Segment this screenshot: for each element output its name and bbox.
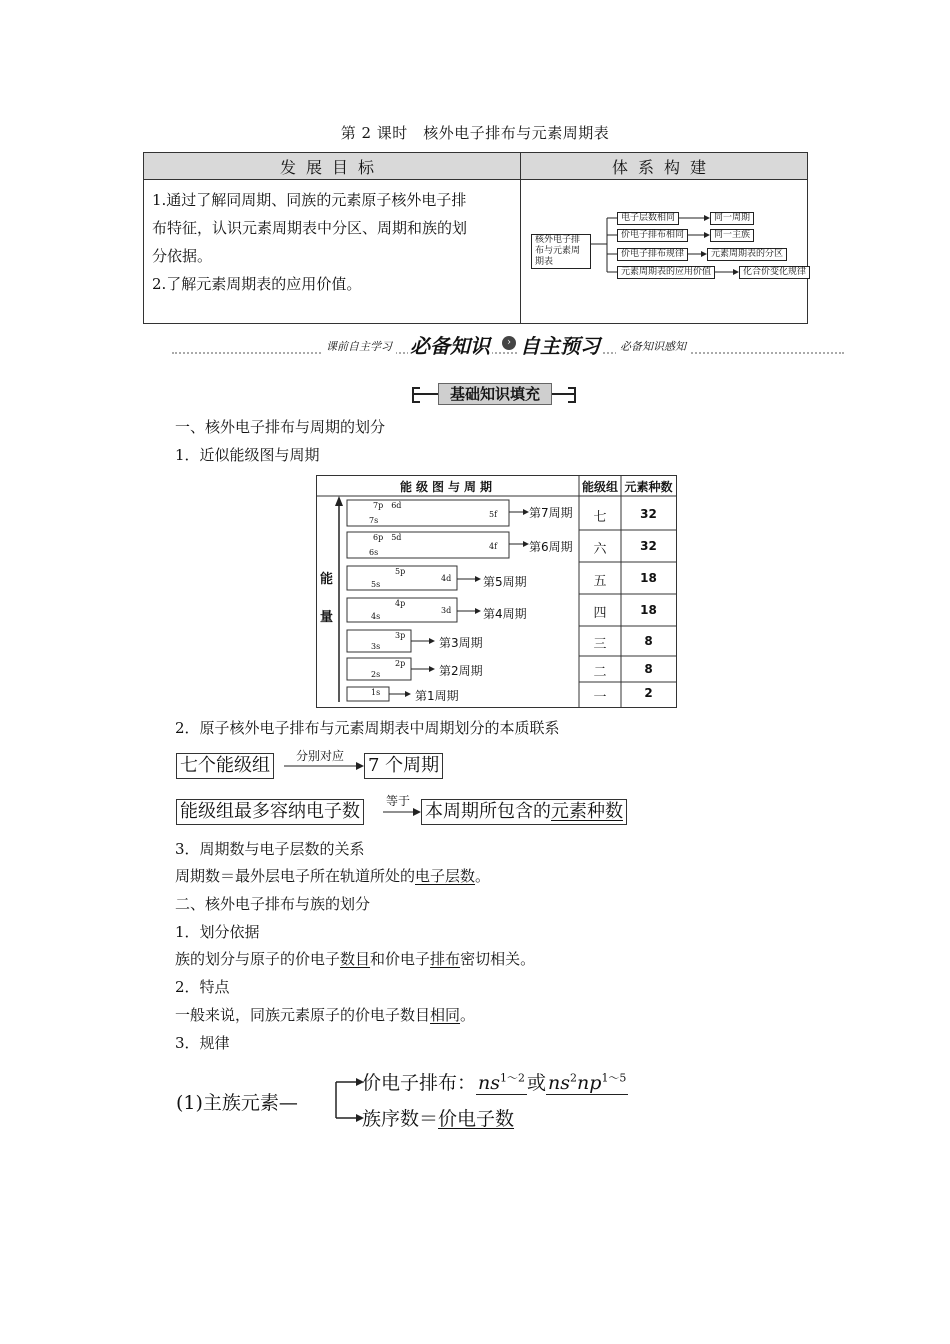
energy-period: 第4周期 bbox=[483, 607, 527, 621]
relation2-arrow-icon bbox=[383, 806, 421, 818]
rule-config-b2-sup: 1～5 bbox=[601, 1071, 627, 1085]
energy-axis-label-bottom: 量 bbox=[320, 610, 334, 625]
energy-levels-top: 2p bbox=[395, 659, 406, 668]
part1-sub3-text bbox=[175, 865, 490, 886]
rule-config-b1-base: ns bbox=[548, 1072, 571, 1094]
concept-branch-right: 同一周期 bbox=[710, 212, 754, 225]
energy-group: 三 bbox=[593, 637, 607, 652]
relation2-right-prefix: 本周期所包含的 bbox=[425, 801, 551, 822]
relation2-left-box: 能级组最多容纳电子数 bbox=[176, 799, 364, 825]
basis-prefix: 族的划分与原子的价电子 bbox=[175, 950, 341, 968]
part1-sub1: 1．近似能级图与周期 bbox=[175, 446, 320, 464]
part1-sub3: 3．周期数与电子层数的关系 bbox=[175, 840, 365, 858]
energy-levels-mid: 5f bbox=[489, 510, 498, 519]
part1-heading: 一、核外电子排布与周期的划分 bbox=[175, 418, 386, 436]
section-tag-label: 基础知识填充 bbox=[438, 383, 552, 405]
energy-group: 六 bbox=[593, 542, 607, 557]
energy-levels-bottom: 4s bbox=[371, 612, 381, 621]
energy-levels-mid: 3d bbox=[441, 606, 452, 615]
energy-levels-bottom: 1s bbox=[371, 688, 381, 697]
feature-suffix: 。 bbox=[460, 1006, 476, 1024]
energy-levels-bottom: 2s bbox=[371, 670, 381, 679]
energy-period: 第3周期 bbox=[439, 636, 483, 650]
energy-table-header: 能级图与周期 bbox=[399, 480, 496, 494]
rule-config-a-base: ns bbox=[478, 1072, 501, 1094]
rule-line2-answer: 价电子数 bbox=[438, 1108, 515, 1130]
energy-levels-mid: 4d bbox=[441, 574, 452, 583]
goal-header-right: 体系构建 bbox=[521, 153, 808, 180]
energy-levels-bottom: 6s bbox=[369, 548, 379, 557]
goal-line: 1.通过了解同周期、同族的元素原子核外电子排 bbox=[152, 191, 467, 209]
sub3-suffix: 。 bbox=[475, 867, 491, 885]
relation1-arrow-icon bbox=[284, 760, 364, 772]
energy-levels-top: 3p bbox=[395, 631, 406, 640]
sub3-prefix: 周期数＝最外层电子所在轨道所处的 bbox=[175, 867, 416, 885]
basis-answer-b: 排布 bbox=[430, 950, 461, 968]
part1-sub2: 2．原子核外电子排布与元素周期表中周期划分的本质联系 bbox=[175, 719, 560, 737]
rule-line2 bbox=[362, 1104, 514, 1131]
concept-branch-right: 化合价变化规律 bbox=[739, 266, 810, 279]
feature-prefix: 一般来说，同族元素原子的价电子数目 bbox=[175, 1006, 431, 1024]
rule-label: (1)主族元素— bbox=[176, 1092, 298, 1114]
goal-line: 布特征，认识元素周期表中分区、周期和族的划 bbox=[152, 219, 468, 237]
concept-root: 核外电子排布与元素周期表 bbox=[531, 234, 591, 269]
rule-or: 或 bbox=[527, 1072, 547, 1094]
concept-branch-left: 元素周期表的应用价值 bbox=[617, 266, 715, 279]
section-tag bbox=[412, 383, 576, 405]
energy-group: 四 bbox=[593, 606, 607, 621]
energy-levels-top: 5p bbox=[395, 567, 406, 576]
rule-config-a-sup: 1～2 bbox=[500, 1071, 526, 1085]
goal-header-left: 发展目标 bbox=[144, 153, 521, 180]
energy-group: 五 bbox=[593, 574, 607, 589]
sub3-answer: 电子层数 bbox=[415, 867, 476, 885]
rule-line1-prefix: 价电子排布： bbox=[362, 1072, 477, 1094]
energy-levels-mid: 4f bbox=[489, 542, 498, 551]
part2-heading: 二、核外电子排布与族的划分 bbox=[175, 895, 371, 913]
relation1-left-box: 七个能级组 bbox=[176, 753, 274, 779]
concept-branch-left: 价电子排布相同 bbox=[617, 229, 688, 242]
rule-line2-prefix: 族序数＝ bbox=[362, 1108, 439, 1130]
concept-branch-left: 电子层数相同 bbox=[617, 212, 679, 225]
concept-map-cell bbox=[521, 180, 808, 324]
rule-branch-icon bbox=[330, 1076, 364, 1124]
banner-divider bbox=[172, 352, 844, 354]
energy-period: 第7周期 bbox=[529, 506, 573, 520]
part2-basis bbox=[175, 948, 535, 969]
relation1-right-box: 7 个周期 bbox=[364, 753, 443, 779]
energy-count: 2 bbox=[644, 686, 653, 700]
energy-count: 32 bbox=[640, 539, 657, 553]
concept-branch-right: 同一主族 bbox=[710, 229, 754, 242]
energy-count: 32 bbox=[640, 507, 657, 521]
section-tag-bracket-right bbox=[568, 387, 576, 403]
goal-line: 分依据。 bbox=[152, 247, 213, 265]
energy-count: 18 bbox=[640, 571, 657, 585]
energy-count: 18 bbox=[640, 603, 657, 617]
relation2-right-box bbox=[421, 799, 627, 825]
energy-period: 第6周期 bbox=[529, 540, 573, 554]
energy-period: 第5周期 bbox=[483, 575, 527, 589]
energy-group: 一 bbox=[593, 690, 607, 705]
banner-main-a: 必备知识 bbox=[408, 330, 492, 359]
energy-levels-bottom: 7s bbox=[369, 516, 379, 525]
rule-config-b2-base: np bbox=[577, 1072, 602, 1094]
energy-levels-bottom: 5s bbox=[371, 580, 381, 589]
energy-table-col-group: 能级组 bbox=[581, 480, 618, 494]
energy-period: 第2周期 bbox=[439, 664, 483, 678]
energy-count: 8 bbox=[644, 662, 653, 676]
part2-sub1: 1．划分依据 bbox=[175, 923, 260, 941]
concept-branch-left: 价电子排布规律 bbox=[617, 248, 688, 261]
energy-group: 二 bbox=[593, 665, 607, 680]
goal-table bbox=[143, 152, 808, 324]
relation2-arrow-label: 等于 bbox=[386, 794, 411, 808]
banner-main-b: 自主预习 bbox=[518, 330, 602, 359]
energy-levels-top: 4p bbox=[395, 599, 406, 608]
energy-levels-bottom: 3s bbox=[371, 642, 381, 651]
energy-period: 第1周期 bbox=[415, 689, 459, 703]
banner-left-text: 课前自主学习 bbox=[322, 338, 396, 354]
concept-map bbox=[521, 180, 813, 324]
banner-right-text: 必备知识感知 bbox=[616, 338, 690, 354]
energy-levels-top: 7p 6d bbox=[373, 501, 402, 510]
rule-config-a bbox=[476, 1072, 527, 1095]
relation1-arrow-label: 分别对应 bbox=[296, 749, 345, 763]
basis-mid: 和价电子 bbox=[370, 950, 431, 968]
part2-sub3: 3．规律 bbox=[175, 1034, 230, 1052]
part2-sub2: 2．特点 bbox=[175, 978, 230, 996]
rule-config-b bbox=[546, 1072, 628, 1095]
energy-table-col-count: 元素种数 bbox=[624, 480, 673, 494]
rule-config-b1-sup: 2 bbox=[570, 1071, 578, 1085]
energy-level-table bbox=[316, 475, 677, 708]
lesson-title: 第 2 课时 核外电子排布与元素周期表 bbox=[340, 124, 610, 142]
part2-feature bbox=[175, 1004, 475, 1025]
energy-levels-top: 6p 5d bbox=[373, 533, 402, 542]
banner-chevron-icon: › bbox=[502, 336, 516, 350]
basis-answer-a: 数目 bbox=[340, 950, 371, 968]
goal-line: 2.了解元素周期表的应用价值。 bbox=[152, 275, 362, 293]
goal-text-cell bbox=[144, 180, 521, 324]
rule-line1 bbox=[362, 1068, 628, 1095]
concept-branch-right: 元素周期表的分区 bbox=[707, 248, 787, 261]
energy-count: 8 bbox=[644, 634, 653, 648]
section-banner bbox=[172, 330, 844, 360]
energy-axis-label-top: 能 bbox=[320, 572, 334, 587]
feature-answer: 相同 bbox=[430, 1006, 461, 1024]
relation2-answer: 元素种数 bbox=[551, 801, 623, 822]
basis-suffix: 密切相关。 bbox=[460, 950, 536, 968]
energy-group: 七 bbox=[593, 510, 607, 525]
section-tag-bracket-left bbox=[412, 387, 420, 403]
